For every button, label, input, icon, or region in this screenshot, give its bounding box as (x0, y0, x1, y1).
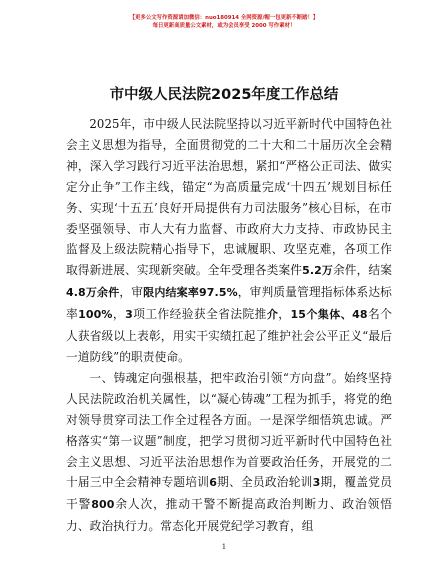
text-run: ，审 (119, 285, 144, 300)
bold-stat: 4.8万余件 (66, 286, 120, 300)
page-number: 1 (221, 543, 227, 551)
text-run: 余人次，推动干警不断提高政治判断力、政治领悟力、政治执行力。常态化开展党纪学习教育，组 (66, 497, 393, 534)
paragraph-intro (66, 114, 392, 368)
bold-stat: 3 (312, 476, 321, 490)
promo-banner-line-1: 【更多公文写作资源请加微信：nuo180914 全网资源/帽一包更新不断踏！】 (129, 15, 319, 21)
text-run: 期、全员政治轮训 (216, 475, 313, 490)
document-body (66, 114, 392, 537)
text-run: 名个人获省级以上表彰，用实干实绩扛起了维护社会公平正义“最后一道防线”的职责使命。 (66, 307, 392, 364)
text-run: ，审判质量管理指标体系达标率 (66, 285, 392, 322)
text-run: 余件，结案 (332, 263, 392, 278)
bold-stat: 15个集体、48 (290, 308, 368, 322)
text-run: 项工作经验获全省法院推 (132, 307, 267, 322)
text-run: 期，覆盖党员干警 (66, 475, 392, 512)
bold-stat: 6 (209, 476, 217, 490)
bold-stat: 3 (125, 308, 133, 322)
text-run: ， (112, 307, 126, 322)
promo-banner (0, 14, 448, 30)
text-run: ， (278, 307, 291, 322)
bold-stat: 800 (91, 498, 115, 512)
text-run: 始终坚持人民法院政治机关属性，以“凝心铸魂”工程为抓手，将党的绝对领导贯穿司法工作全过程各方面。一是深学细悟筑忠诚。严格落实“第一议题”制度，把学习贯彻习近平新时代中国特色社会主义思想、习近平法治思想作为首要政治任务，开展党的二十届三中全会精神专题培训 (66, 370, 392, 490)
paragraph-section-1 (66, 368, 392, 537)
promo-banner-line-2: 每日更新高质量公文素材，或为会员享受 2000 写作素材！ (152, 23, 296, 29)
bold-stat: 介 (266, 308, 279, 322)
section-heading: 一、铸魂定向强根基，把牢政治引领“方向盘”。 (89, 370, 344, 385)
bold-stat: 限内结案率97.5% (143, 286, 238, 300)
bold-stat: 100% (78, 308, 113, 322)
bold-stat: 5.2万 (302, 264, 333, 278)
document-title: 市中级人民法院2025年度工作总结 (109, 87, 339, 103)
text-run: 2025年，市中级人民法院坚持以习近平新时代中国特色社会主义思想为指导，全面贯彻党的二十大和二十届历次全会精神，深入学习践行习近平法治思想，紧扣“严格公正司法、做实定分止争”工作主线，锚定“为高质量完成‘十四五’规划目标任务、实现‘十五五’良好开局提供有力司法服务”核心目标，在市委坚强领导、市人大有力监督、市政府大力支持、市政协民主监督及上级法院精心指导下，忠诚履职、攻坚克难，各项工作取得新进展、实现新突破。全年受理各类案件 (66, 117, 392, 278)
